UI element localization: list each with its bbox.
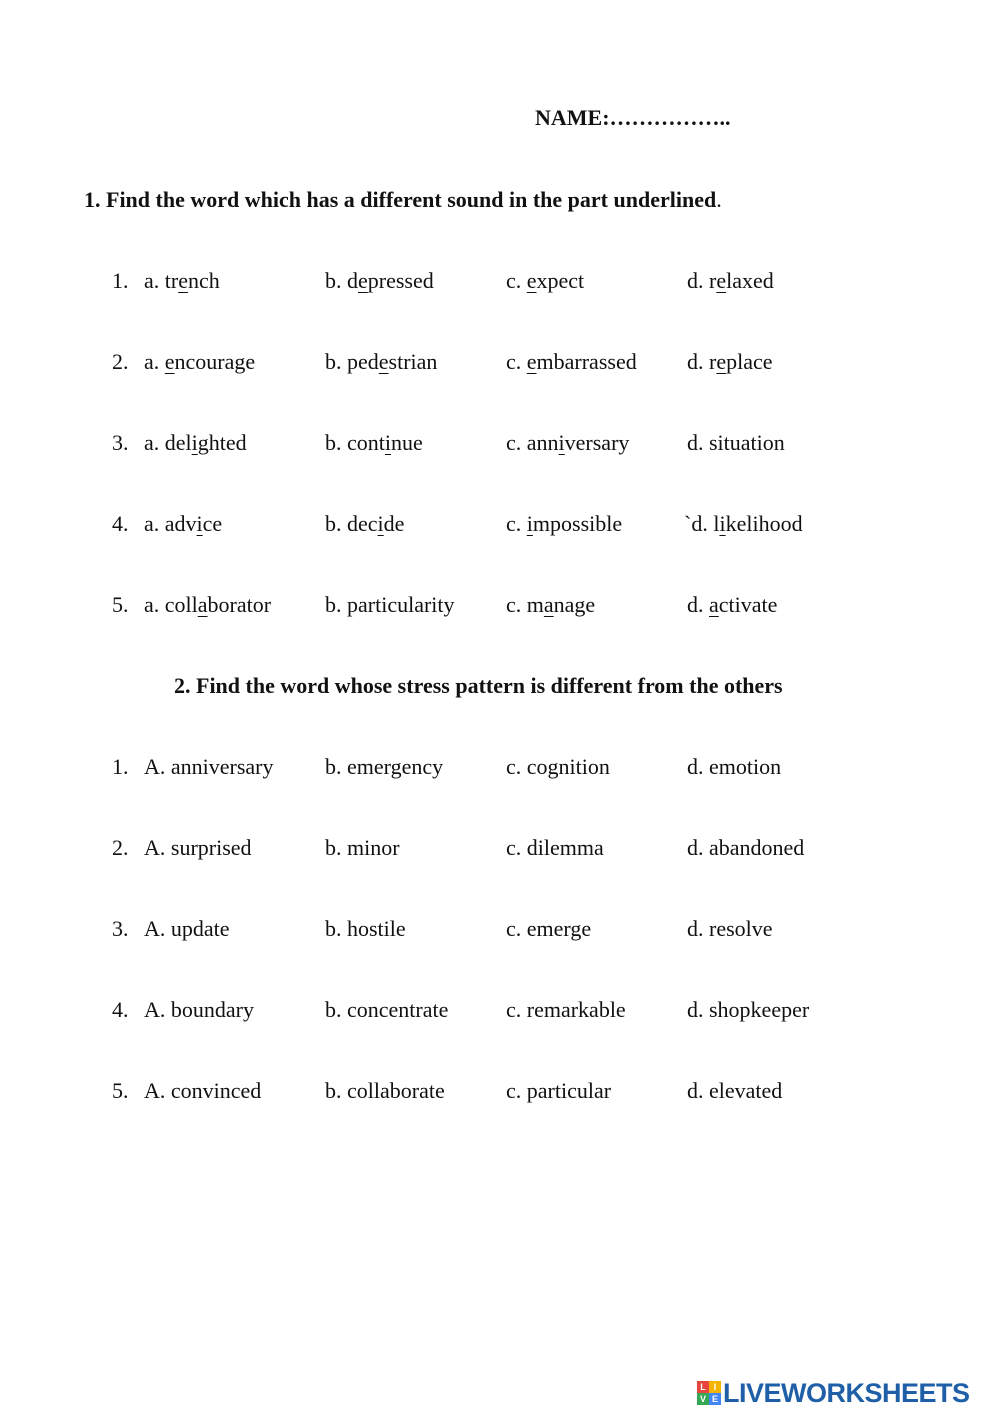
question-number: 1. (112, 754, 129, 779)
option-a[interactable]: A. surprised (144, 835, 252, 860)
option-d[interactable] (687, 268, 774, 294)
s1-question-3 (112, 430, 872, 460)
option-pre: `d. l (684, 511, 720, 536)
underlined-part: a (709, 592, 719, 617)
question-number: 5. (112, 592, 129, 617)
option-pre: a. coll (144, 592, 198, 617)
option-post: borator (207, 592, 272, 617)
s2-question-1 (112, 754, 872, 784)
underlined-part: i (558, 430, 565, 455)
option-post: place (726, 349, 773, 374)
option-post: xpect (536, 268, 585, 293)
underlined-part: a (197, 592, 208, 617)
option-c[interactable]: c. cognition (506, 754, 610, 779)
option-post: ce (202, 511, 223, 536)
section1-heading (84, 187, 722, 213)
option-pre: b. cont (325, 430, 385, 455)
option-c[interactable]: c. particular (506, 1078, 612, 1103)
option-pre: c. (506, 511, 527, 536)
option-pre: a. (144, 349, 165, 374)
option-a[interactable] (144, 511, 222, 537)
option-a[interactable]: A. update (144, 916, 230, 941)
option-c[interactable]: c. remarkable (506, 997, 626, 1022)
question-number: 3. (112, 430, 129, 455)
question-number: 5. (112, 1078, 129, 1103)
option-b[interactable] (325, 592, 455, 618)
option-a[interactable]: A. convinced (144, 1078, 262, 1103)
question-number: 4. (112, 511, 129, 536)
option-pre: a. del (144, 430, 192, 455)
option-pre: a. adv (144, 511, 197, 536)
option-c[interactable] (506, 511, 622, 537)
option-pre: b. dec (325, 511, 378, 536)
question-number: 2. (112, 349, 129, 374)
underlined-part: a (543, 592, 554, 617)
option-pre: b. d (325, 268, 358, 293)
option-b[interactable] (325, 511, 404, 537)
option-post: nch (187, 268, 220, 293)
option-pre: c. (506, 268, 527, 293)
option-pre: d. r (687, 268, 717, 293)
option-pre: b. ped (325, 349, 379, 374)
option-pre: d. r (687, 349, 717, 374)
question-number: 4. (112, 997, 129, 1022)
option-d[interactable] (684, 511, 803, 537)
s1-question-5 (112, 592, 872, 622)
option-b[interactable] (325, 349, 437, 375)
option-d[interactable]: d. shopkeeper (687, 997, 810, 1022)
option-pre: d. situation (687, 430, 785, 455)
underlined-part: i (196, 511, 203, 536)
name-field-label: NAME:…………….. (535, 105, 731, 130)
underlined-part: e (164, 349, 175, 374)
underlined-part: e (526, 349, 537, 374)
liveworksheets-wordmark: LIVEWORKSHEETS (723, 1377, 970, 1408)
s2-question-2 (112, 835, 872, 865)
option-post: strian (388, 349, 438, 374)
option-pre: b. particularity (325, 592, 455, 617)
option-d[interactable] (687, 349, 773, 375)
option-b[interactable] (325, 430, 423, 456)
section1-title-period: . (716, 187, 722, 212)
underlined-part: e (526, 268, 537, 293)
option-c[interactable] (506, 592, 595, 618)
option-d[interactable]: d. resolve (687, 916, 773, 941)
underlined-part: e (716, 349, 727, 374)
option-post: ctivate (718, 592, 778, 617)
option-pre: c. (506, 349, 527, 374)
option-c[interactable] (506, 430, 629, 456)
option-pre: a. tr (144, 268, 179, 293)
option-pre: d. (687, 592, 709, 617)
option-d[interactable]: d. emotion (687, 754, 782, 779)
underlined-part: i (526, 511, 533, 536)
s2-question-3 (112, 916, 872, 946)
option-c[interactable] (506, 349, 637, 375)
logo-letter: I (709, 1381, 721, 1393)
underlined-part: e (716, 268, 727, 293)
option-d[interactable]: d. abandoned (687, 835, 805, 860)
option-a[interactable]: A. boundary (144, 997, 254, 1022)
s2-question-4 (112, 997, 872, 1027)
underlined-part: i (384, 430, 392, 455)
option-post: pressed (367, 268, 434, 293)
option-post: laxed (726, 268, 774, 293)
underlined-part: i (377, 511, 384, 536)
option-b[interactable]: b. hostile (325, 916, 406, 941)
underlined-part: e (178, 268, 188, 293)
option-c[interactable]: c. dilemma (506, 835, 604, 860)
option-a[interactable] (144, 268, 220, 294)
option-d[interactable]: d. elevated (687, 1078, 783, 1103)
underlined-part: e (358, 268, 368, 293)
s1-question-1 (112, 268, 872, 298)
option-a[interactable] (144, 592, 271, 618)
logo-letter: L (697, 1381, 709, 1393)
option-post: mbarrassed (536, 349, 637, 374)
liveworksheets-logo (697, 1376, 970, 1410)
s1-question-4 (112, 511, 872, 541)
section2-heading: 2. Find the word whose stress pattern is different from the others (174, 673, 783, 698)
section1-title: 1. Find the word which has a different sound in the part underlined (84, 187, 717, 212)
option-post: mpossible (532, 511, 623, 536)
logo-letter: V (697, 1393, 709, 1405)
question-number: 2. (112, 835, 129, 860)
option-b[interactable]: b. concentrate (325, 997, 449, 1022)
option-b[interactable]: b. collaborate (325, 1078, 445, 1103)
option-c[interactable]: c. emerge (506, 916, 592, 941)
option-post: versary (564, 430, 630, 455)
option-post: nue (391, 430, 423, 455)
option-post: ncourage (174, 349, 256, 374)
logo-letter: E (709, 1393, 721, 1405)
option-a[interactable]: A. anniversary (144, 754, 274, 779)
option-post: de (383, 511, 405, 536)
s2-question-5 (112, 1078, 872, 1108)
underlined-part: i (719, 511, 726, 536)
option-a[interactable] (144, 349, 255, 375)
liveworksheets-mark-icon (697, 1381, 721, 1405)
underlined-part: i (191, 430, 198, 455)
option-b[interactable]: b. minor (325, 835, 400, 860)
question-number: 3. (112, 916, 129, 941)
option-d[interactable] (687, 592, 777, 618)
option-pre: c. m (506, 592, 544, 617)
option-post: ghted (197, 430, 247, 455)
option-b[interactable]: b. emergency (325, 754, 444, 779)
option-b[interactable] (325, 268, 434, 294)
option-c[interactable] (506, 268, 584, 294)
option-post: kelihood (725, 511, 803, 536)
option-post: nage (553, 592, 596, 617)
option-a[interactable] (144, 430, 247, 456)
question-number: 1. (112, 268, 129, 293)
option-d[interactable] (687, 430, 785, 456)
underlined-part: e (378, 349, 389, 374)
s1-question-2 (112, 349, 872, 379)
option-pre: c. ann (506, 430, 559, 455)
